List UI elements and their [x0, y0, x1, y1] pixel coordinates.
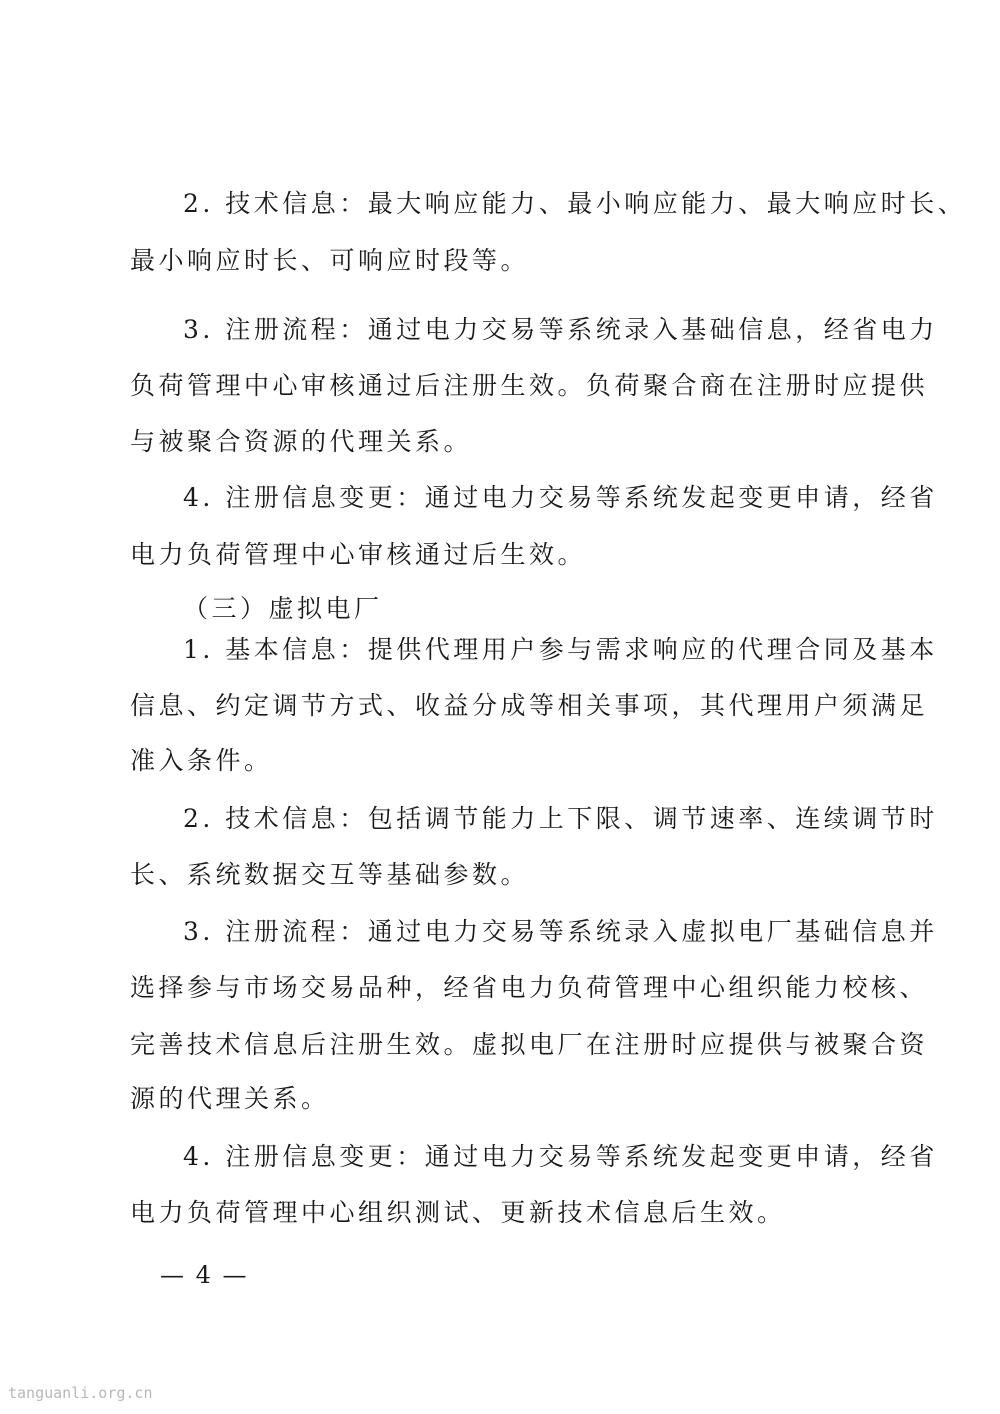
paragraph-registration-change-aggregator-line-2: 电力负荷管理中心审核通过后生效。 [130, 540, 587, 569]
section-heading-virtual-power-plant: （三）虚拟电厂 [183, 594, 383, 623]
paragraph-basic-info-vpp-line-1: 1. 基本信息：提供代理用户参与需求响应的代理合同及基本 [183, 635, 938, 664]
paragraph-tech-info-aggregator-line-1: 2. 技术信息：最大响应能力、最小响应能力、最大响应时长、 [183, 189, 967, 218]
paragraph-registration-process-vpp-line-1: 3. 注册流程：通过电力交易等系统录入虚拟电厂基础信息并 [183, 917, 938, 946]
paragraph-registration-change-vpp-line-1: 4. 注册信息变更：通过电力交易等系统发起变更申请，经省 [183, 1142, 938, 1171]
paragraph-registration-change-vpp-line-2: 电力负荷管理中心组织测试、更新技术信息后生效。 [130, 1198, 786, 1227]
paragraph-registration-process-vpp-line-4: 源的代理关系。 [130, 1084, 330, 1113]
paragraph-tech-info-aggregator-line-2: 最小响应时长、可响应时段等。 [130, 246, 530, 275]
paragraph-basic-info-vpp-line-3: 准入条件。 [130, 746, 273, 775]
paragraph-registration-change-aggregator-line-1: 4. 注册信息变更：通过电力交易等系统发起变更申请，经省 [183, 483, 938, 512]
paragraph-tech-info-vpp-line-2: 长、系统数据交互等基础参数。 [130, 860, 530, 889]
paragraph-basic-info-vpp-line-2: 信息、约定调节方式、收益分成等相关事项，其代理用户须满足 [130, 691, 929, 720]
paragraph-registration-process-aggregator-line-1: 3. 注册流程：通过电力交易等系统录入基础信息，经省电力 [183, 315, 938, 344]
watermark: tanguanli.org.cn [8, 1384, 153, 1402]
page-number: — 4 — [160, 1261, 249, 1289]
paragraph-registration-process-aggregator-line-3: 与被聚合资源的代理关系。 [130, 427, 473, 456]
paragraph-registration-process-aggregator-line-2: 负荷管理中心审核通过后注册生效。负荷聚合商在注册时应提供 [130, 371, 929, 400]
paragraph-registration-process-vpp-line-3: 完善技术信息后注册生效。虚拟电厂在注册时应提供与被聚合资 [130, 1030, 929, 1059]
paragraph-tech-info-vpp-line-1: 2. 技术信息：包括调节能力上下限、调节速率、连续调节时 [183, 804, 938, 833]
paragraph-registration-process-vpp-line-2: 选择参与市场交易品种，经省电力负荷管理中心组织能力校核、 [130, 973, 929, 1002]
